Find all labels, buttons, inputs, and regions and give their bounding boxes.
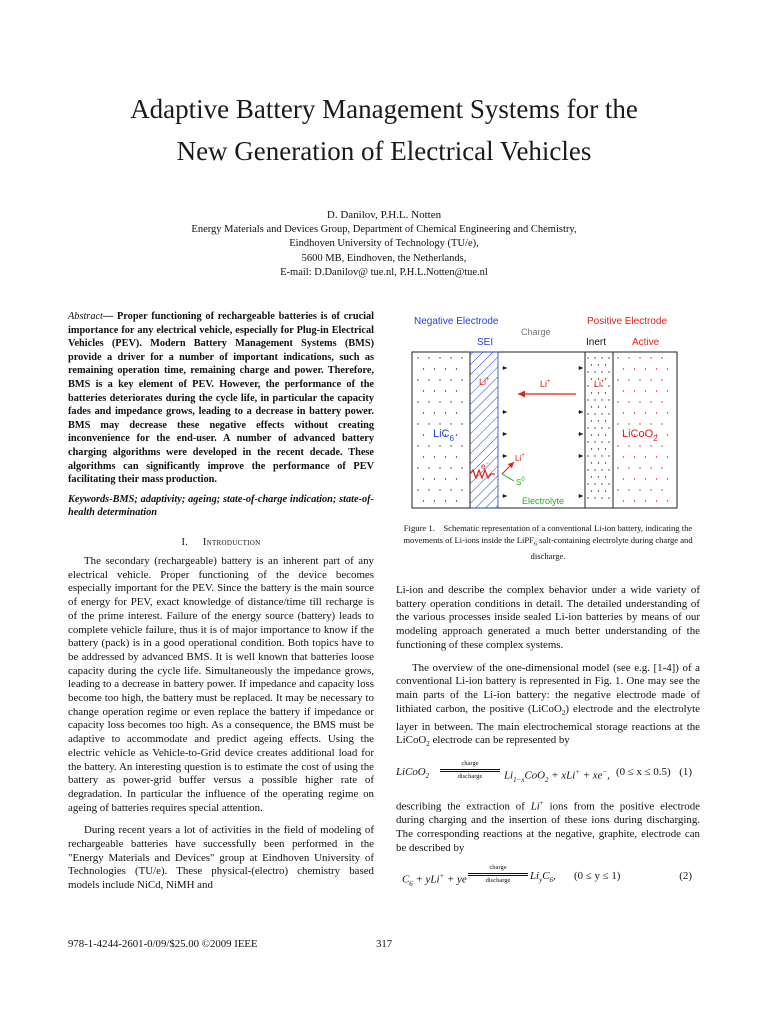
dot <box>656 390 657 391</box>
dot <box>598 420 599 421</box>
title-line-1: Adaptive Battery Management Systems for the <box>130 94 638 124</box>
dot <box>587 497 588 498</box>
body-paragraph: During recent years a lot of activities in the field of modeling of rechargeable batteries have successfully been performed in the "Energy Materials and Devices" group at Eindhoven University of Technologies (TU/e). These physical-(electro) chemistry based models include NiCd, NiMH and <box>68 824 374 892</box>
dot <box>656 368 657 369</box>
dot <box>587 469 588 470</box>
dot <box>634 390 635 391</box>
dot <box>456 434 457 435</box>
li-ion-label-electrolyte: Li+ <box>540 379 551 389</box>
dot <box>428 379 429 380</box>
dot <box>623 368 624 369</box>
dot <box>667 456 668 457</box>
dot <box>598 462 599 463</box>
dot <box>450 423 451 424</box>
sei-label: SEI <box>477 337 494 348</box>
inert-label: Inert <box>586 337 607 348</box>
dot <box>434 368 435 369</box>
dot <box>617 489 618 490</box>
dot <box>645 456 646 457</box>
affiliation-email: E-mail: D.Danilov@ tue.nl, P.H.L.Notten@tue.nl <box>280 266 488 278</box>
lic6-label: LiC$_6$ <box>433 428 454 443</box>
dot <box>445 368 446 369</box>
dot <box>661 379 662 380</box>
dot <box>591 364 592 365</box>
dot <box>423 456 424 457</box>
dot <box>601 413 602 414</box>
electrolyte-label: Electrolyte <box>522 496 565 506</box>
dot <box>594 371 595 372</box>
dot <box>605 392 606 393</box>
dot <box>587 455 588 456</box>
dot <box>601 497 602 498</box>
dot <box>598 364 599 365</box>
dot <box>634 500 635 501</box>
li-ion-label-sei: Li+ <box>479 377 490 387</box>
dot <box>587 483 588 484</box>
dot <box>598 392 599 393</box>
active-label: Active <box>632 337 660 348</box>
dot <box>439 401 440 402</box>
dot <box>591 476 592 477</box>
dot <box>608 497 609 498</box>
dot <box>634 412 635 413</box>
dot <box>645 390 646 391</box>
footer-isbn: 978-1-4244-2601-0/09/$25.00 ©2009 IEEE <box>68 938 258 950</box>
dot <box>461 445 462 446</box>
dot <box>587 371 588 372</box>
dot <box>591 448 592 449</box>
dot <box>450 489 451 490</box>
dot <box>667 500 668 501</box>
solvent-label: $S^0$ <box>516 477 525 487</box>
affiliation-line: Eindhoven University of Technology (TU/e), <box>289 238 479 250</box>
dot <box>617 423 618 424</box>
dot <box>617 357 618 358</box>
dot <box>594 483 595 484</box>
negative-electrode-label: Negative Electrode <box>414 316 499 327</box>
equation-rhs: $Li_yC_6$, <box>530 869 556 884</box>
dot <box>628 357 629 358</box>
dot <box>601 427 602 428</box>
dot <box>461 401 462 402</box>
equation-1 <box>396 758 700 788</box>
dot <box>605 434 606 435</box>
dot <box>650 423 651 424</box>
dot <box>656 478 657 479</box>
dot <box>417 445 418 446</box>
dot <box>428 357 429 358</box>
dot <box>434 412 435 413</box>
dot <box>417 357 418 358</box>
caption-text: Schematic representation of a conventional Li-ion battery, indicating the movements of Li-ions inside the LiPF <box>403 523 693 545</box>
dot <box>587 357 588 358</box>
dot <box>417 379 418 380</box>
dot <box>634 456 635 457</box>
dot <box>461 489 462 490</box>
dot <box>639 423 640 424</box>
dot <box>623 390 624 391</box>
paper-title <box>0 88 768 172</box>
dot <box>428 423 429 424</box>
dot <box>605 406 606 407</box>
dot <box>598 448 599 449</box>
dot <box>587 427 588 428</box>
equation-number: (2) <box>679 869 692 882</box>
right-column <box>396 584 700 892</box>
dot <box>417 489 418 490</box>
dot <box>434 390 435 391</box>
dot <box>650 379 651 380</box>
equation-rhs: $Li_{1-x}CoO_2 + xLi^+ + xe^-$, <box>504 768 610 784</box>
dot <box>445 390 446 391</box>
dot <box>667 390 668 391</box>
dot <box>450 379 451 380</box>
equilibrium-arrow: charge discharge <box>468 864 528 885</box>
dot <box>439 423 440 424</box>
dot <box>661 401 662 402</box>
dot <box>450 401 451 402</box>
dot <box>423 368 424 369</box>
dot <box>594 413 595 414</box>
dot <box>445 456 446 457</box>
equilibrium-arrow: charge discharge <box>440 760 500 781</box>
sei-layer <box>470 352 498 508</box>
dot <box>450 467 451 468</box>
equation-number: (1) <box>679 766 692 779</box>
dot <box>598 434 599 435</box>
dot <box>628 467 629 468</box>
dot <box>605 462 606 463</box>
dot <box>591 490 592 491</box>
dot <box>456 368 457 369</box>
dot <box>439 357 440 358</box>
dot <box>608 483 609 484</box>
dot <box>591 420 592 421</box>
dot <box>605 448 606 449</box>
dot <box>623 412 624 413</box>
dot <box>617 379 618 380</box>
body-paragraph: Li-ion and describe the complex behavior under a wide variety of battery operation conditions in detail. The detailed understanding of the various processes inside sealed Li-ion batteries by means of our modeling approach generated a much better understanding of the functioning of these complex systems. <box>396 584 700 651</box>
dot <box>417 423 418 424</box>
dot <box>598 476 599 477</box>
dot <box>645 412 646 413</box>
dot <box>434 500 435 501</box>
dot <box>608 357 609 358</box>
equation-2 <box>396 862 700 892</box>
dot <box>461 423 462 424</box>
dot <box>587 413 588 414</box>
dot <box>650 401 651 402</box>
keywords-label: Keywords-BMS; <box>68 493 138 505</box>
dot <box>594 427 595 428</box>
dot <box>434 478 435 479</box>
figure-caption <box>396 523 700 562</box>
dot <box>608 413 609 414</box>
dot <box>445 412 446 413</box>
dot <box>439 445 440 446</box>
dot <box>661 467 662 468</box>
dot <box>645 478 646 479</box>
abstract-label: Abstract <box>68 311 103 322</box>
dot <box>428 401 429 402</box>
dot <box>439 379 440 380</box>
dot <box>608 371 609 372</box>
dot <box>598 406 599 407</box>
keywords <box>68 493 374 520</box>
equation-lhs: $C_6 + yLi^+ + ye^-$ <box>402 871 472 888</box>
dot <box>601 385 602 386</box>
body-paragraph: describing the extraction of Li+ ions from the positive electrode during charging and the insertion of these ions during discharging. The corresponding reactions at the negative, graphite, electrode can be described by <box>396 799 700 854</box>
affiliation-line: Energy Materials and Devices Group, Department of Chemical Engineering and Chemistry, <box>191 224 577 235</box>
dot <box>591 392 592 393</box>
equation-condition: (0 ≤ x ≤ 0.5) <box>616 766 671 779</box>
charge-label: Charge <box>521 327 551 337</box>
dot <box>650 445 651 446</box>
body-paragraph: The overview of the one-dimensional model (see e.g. [1-4]) of a conventional Li-ion battery is represented in Fig. 1. One may see the main parts of the Li-ion battery: the negative electrode made of lithiated carbon, the positive (LiCoO$_2$) electrode and the electrolyte layer in between. The main electrochemical storage reactions at the LiCoO$_2$ electrode can be represented by <box>396 661 700 749</box>
dot <box>445 478 446 479</box>
dot <box>608 385 609 386</box>
dot <box>639 445 640 446</box>
dot <box>639 357 640 358</box>
positive-electrode-label: Positive Electrode <box>587 316 668 327</box>
dot <box>591 434 592 435</box>
dot <box>428 489 429 490</box>
dot <box>594 357 595 358</box>
dot <box>639 401 640 402</box>
equation-lhs: LiCoO$_2$ <box>396 766 430 781</box>
dot <box>645 368 646 369</box>
dot <box>605 364 606 365</box>
dot <box>434 456 435 457</box>
dot <box>628 401 629 402</box>
section-heading <box>68 536 374 550</box>
dot <box>601 469 602 470</box>
dot <box>594 441 595 442</box>
abstract-dash: — <box>102 311 117 322</box>
abstract <box>68 310 374 487</box>
dot <box>423 478 424 479</box>
dot <box>623 456 624 457</box>
dot <box>601 483 602 484</box>
dot <box>656 412 657 413</box>
dot <box>423 500 424 501</box>
dot <box>667 434 668 435</box>
dot <box>456 478 457 479</box>
caption-label: Figure 1. <box>403 523 435 533</box>
dot <box>587 385 588 386</box>
dot <box>439 489 440 490</box>
dot <box>461 357 462 358</box>
affiliation <box>0 223 768 280</box>
dot <box>594 469 595 470</box>
dot <box>601 399 602 400</box>
dot <box>667 412 668 413</box>
body-paragraph: The secondary (rechargeable) battery is an inherent part of any electrical vehicle. Proper functioning of the device becomes especially important for the PEV. Since the battery is the main source of energy for PEV, exact knowledge of distance/time till recharge is of the prime interest. Failure of the energy source (battery) leads to complete vehicle failure, thus it is of major importance to know if the battery (pack) is in a good operational condition. Both topics have to be addressed by advanced BMS. It is well known that batteries loose capacity during the cycle life. Simultaneously the impedance grows, leading to a decrease in battery power. If impedance and capacity loss become too high, the battery must be replaced. It may be necessary to change operation regime or even replace the battery if impedance or capacity loss becomes too high. As a consequence, the BMS must be adaptive to accommodate and predict ageing effects. Using the electric vehicle as Vehicle-to-Grid device creates additional load for the battery. An interesting question is to estimate the cost of using the battery as power-grid buffer versus a possible higher rate of degradation. In particular the influence of the operating regime on ageing of batteries requires special attention. <box>68 555 374 814</box>
dot <box>608 469 609 470</box>
dot <box>608 441 609 442</box>
figure-1 <box>400 306 690 517</box>
dot <box>661 357 662 358</box>
dot <box>656 456 657 457</box>
dot <box>591 406 592 407</box>
dot <box>628 489 629 490</box>
dot <box>417 401 418 402</box>
dot <box>634 478 635 479</box>
dot <box>623 478 624 479</box>
dot <box>617 467 618 468</box>
li-ion-battery-schematic <box>400 306 690 512</box>
equation-condition: (0 ≤ y ≤ 1) <box>574 869 621 882</box>
abstract-text: Proper functioning of rechargeable batteries is of crucial importance for any electrical vehicle, especially for Plug-in Electrical Vehicles (PEV). Modern Battery Management Systems (BMS) provide a driver for a number of important indications, such as remaining operation time, remaining charge and power. Therefore, BMS is a key element of PEV. However, the performance of the batteries deteriorates during the cycle life, in particular the capacity fades and impedance grows, leading to a decrease in battery power. BMS may decrease these negative effects without creating inconvenience for the end-user. A number of advanced battery charging algorithms were developed in the recent decade. These algorithms can significantly improve the performance of PEV facilitating their mass production. <box>68 311 375 486</box>
li-ion-label-sei-reaction: Li+ <box>515 453 525 463</box>
dot <box>594 497 595 498</box>
dot <box>587 399 588 400</box>
keywords-text: adaptivity; ageing; state-of-charge indication; state-of-health determination <box>68 493 374 519</box>
dot <box>601 455 602 456</box>
dot <box>601 357 602 358</box>
dot <box>617 445 618 446</box>
dot <box>601 371 602 372</box>
dot <box>628 379 629 380</box>
caption-subscript: 6 <box>533 541 537 548</box>
li-ion-label-inert: Li+ <box>594 379 605 389</box>
left-column <box>68 310 374 893</box>
dot <box>417 467 418 468</box>
dot <box>656 500 657 501</box>
dot <box>608 427 609 428</box>
dot <box>628 423 629 424</box>
dot <box>605 378 606 379</box>
dot <box>608 399 609 400</box>
dot <box>650 357 651 358</box>
dot <box>650 467 651 468</box>
dot <box>428 467 429 468</box>
dot <box>450 357 451 358</box>
dot <box>598 490 599 491</box>
dot <box>628 445 629 446</box>
dot <box>623 500 624 501</box>
dot <box>423 412 424 413</box>
dot <box>661 489 662 490</box>
dot <box>667 478 668 479</box>
dot <box>639 379 640 380</box>
dot <box>456 500 457 501</box>
dot <box>667 368 668 369</box>
dot <box>605 476 606 477</box>
dot <box>639 467 640 468</box>
authors: D. Danilov, P.H.L. Notten <box>326 209 442 221</box>
dot <box>639 489 640 490</box>
dot <box>594 455 595 456</box>
dot <box>601 441 602 442</box>
dot <box>617 401 618 402</box>
dot <box>661 423 662 424</box>
dot <box>456 390 457 391</box>
page-number: 317 <box>376 938 393 950</box>
dot <box>605 490 606 491</box>
dot <box>461 379 462 380</box>
dot <box>591 378 592 379</box>
section-number: I. <box>181 537 189 549</box>
dot <box>650 489 651 490</box>
dot <box>439 467 440 468</box>
dot <box>608 455 609 456</box>
dot <box>456 456 457 457</box>
dot <box>634 368 635 369</box>
dot <box>445 500 446 501</box>
dot <box>450 445 451 446</box>
dot <box>461 467 462 468</box>
dot <box>661 445 662 446</box>
dot <box>645 500 646 501</box>
dot <box>591 462 592 463</box>
dot <box>423 390 424 391</box>
section-title: Introduction <box>202 537 261 549</box>
dot <box>587 441 588 442</box>
dot <box>594 399 595 400</box>
dot <box>605 420 606 421</box>
dot <box>423 434 424 435</box>
dot <box>456 412 457 413</box>
dot <box>428 445 429 446</box>
licoo2-label: LiCoO$_2$ <box>622 428 658 443</box>
electron-label: e− <box>481 461 489 471</box>
title-line-2: New Generation of Electrical Vehicles <box>176 136 592 166</box>
affiliation-line: 5600 MB, Eindhoven, the Netherlands, <box>301 252 467 264</box>
caption-text-end: salt-containing electrolyte during charge and discharge. <box>530 534 693 561</box>
